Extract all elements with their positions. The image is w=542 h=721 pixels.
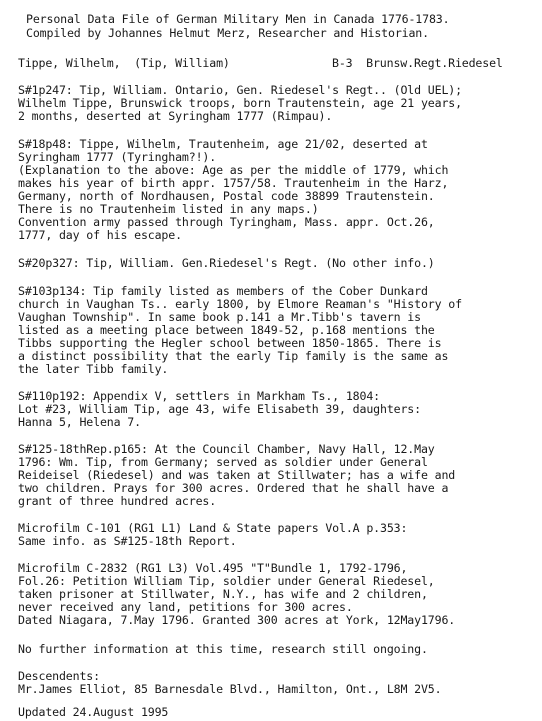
entry-line: S#110p192: Appendix V, settlers in Markham Ts., 1804: [18,389,380,403]
subject-unit: B-3 Brunsw.Regt.Riedesel [332,56,503,70]
document-compiler: Compiled by Johannes Helmut Merz, Researcher and Historian. [26,26,429,40]
no-further-info: No further information at this time, research still ongoing. [18,642,428,656]
entry-line: Fol.26: Petition William Tip, soldier under General Riedesel, [18,574,435,588]
entry-line: the later Tibb family. [18,362,169,376]
entry-line: S#18p48: Tippe, Wilhelm, Trautenheim, age 21/02, deserted at [18,137,428,151]
entry-line: a distinct possibility that the early Tip family is the same as [18,349,449,363]
entry-line: S#20p327: Tip, William. Gen.Riedesel's Regt. (No other info.) [18,256,435,270]
entry-line: never received any land, petitions for 300 acres. [18,600,353,614]
updated-date: Updated 24.August 1995 [18,705,169,719]
entry-line: grant of three hundred acres. [18,494,217,508]
entry-line: Reideisel (Riedesel) and was taken at Stillwater; has a wife and [18,468,456,482]
entry-line: church in Vaughan Ts.. early 1800, by Elmore Reaman's "History of [18,297,462,311]
entry-line: listed as a meeting place between 1849-52, p.168 mentions the [18,323,435,337]
entry-line: Lot #23, William Tip, age 43, wife Elisabeth 39, daughters: [18,402,421,416]
document-title: Personal Data File of German Military Men in Canada 1776-1783. [26,12,450,26]
entry-line: Convention army passed through Tyringham, Mass. appr. Oct.26, [18,215,435,229]
entry-line: two children. Prays for 300 acres. Ordered that he shall have a [18,481,449,495]
entry-line: Microfilm C-101 (RG1 L1) Land & State papers Vol.A p.353: [18,521,408,535]
entry-line: S#125-18thRep.p165: At the Council Chamber, Navy Hall, 12.May [18,442,435,456]
entry-line: Vaughan Township". In same book p.141 a Mr.Tibb's tavern is [18,310,421,324]
entry-line: Tibbs supporting the Hegler school between 1850-1865. There is [18,336,442,350]
entry-line: Syringham 1777 (Tyringham?!). [18,150,217,164]
entry-line: taken prisoner at Stillwater, N.Y., has wife and 2 children, [18,587,428,601]
entry-line: Germany, north of Nordhausen, Postal code 38899 Trautenstein. [18,189,435,203]
entry-line: Wilhelm Tippe, Brunswick troops, born Trautenstein, age 21 years, [18,96,462,110]
entry-line: There is no Trautenheim listed in any maps.) [18,202,319,216]
entry-line: Dated Niagara, 7.May 1796. Granted 300 acres at York, 12May1796. [18,613,456,627]
entry-line: Hanna 5, Helena 7. [18,415,141,429]
entry-line: 1796: Wm. Tip, from Germany; served as soldier under General [18,455,428,469]
entry-line: Microfilm C-2832 (RG1 L3) Vol.495 "T"Bundle 1, 1792-1796, [18,561,408,575]
entry-line: S#1p247: Tip, William. Ontario, Gen. Riedesel's Regt.. (Old UEL); [18,83,462,97]
entry-line: 2 months, deserted at Syringham 1777 (Rimpau). [18,109,333,123]
entry-line: (Explanation to the above: Age as per the middle of 1779, which [18,163,449,177]
entry-line: Same info. as S#125-18th Report. [18,534,237,548]
entry-line: S#103p134: Tip family listed as members of the Cober Dunkard [18,284,428,298]
entry-line: makes his year of birth appr. 1757/58. Trautenheim in the Harz, [18,176,449,190]
entry-line: 1777, day of his escape. [18,228,182,242]
subject-name: Tippe, Wilhelm, (Tip, William) [18,56,230,70]
descendents-label: Descendents: [18,669,100,683]
descendent-entry: Mr.James Elliot, 85 Barnesdale Blvd., Hamilton, Ont., L8M 2V5. [18,682,442,696]
